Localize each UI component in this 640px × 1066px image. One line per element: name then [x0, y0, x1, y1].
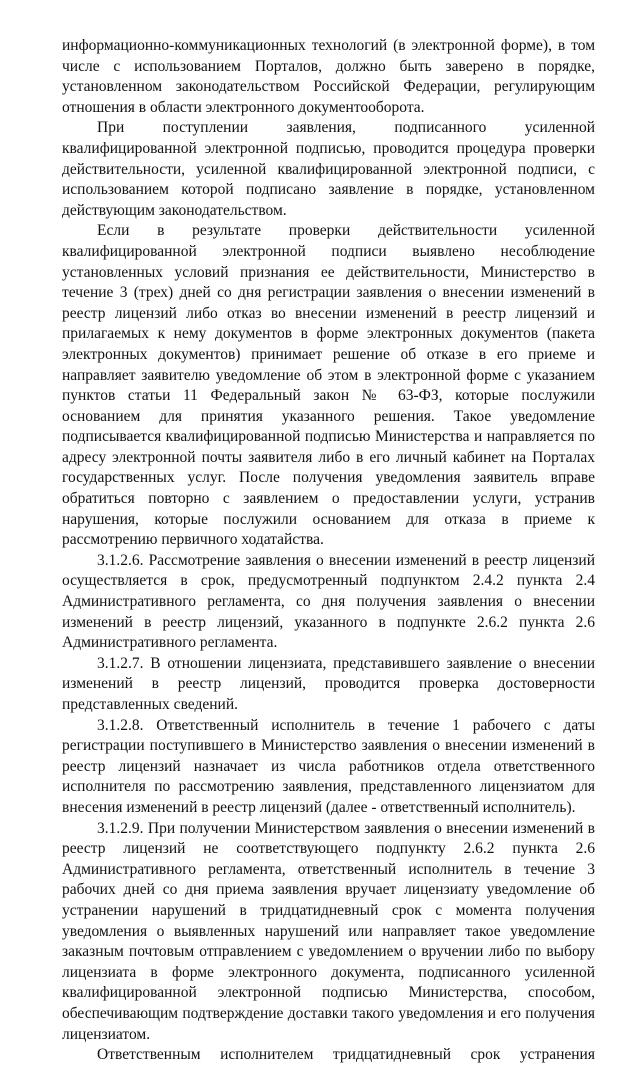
- document-page: [62, 36, 595, 1066]
- paragraph-continued: информационно-коммуникационных технологий (в электронной форме), в том числе с использованием Порталов, должно быть заверено в порядке, установленном законодательством Российской Федерации, регулирующим отношения в области электронного документооборота.: [62, 37, 595, 116]
- paragraph-signature-check: При поступлении заявления, подписанного усиленной квалифицированной электронной подписью, проводится процедура проверки действительности, усиленной квалифицированной электронной подписи, с использованием которой подписано заявление в порядке, установленном действующим законодательством.: [62, 119, 595, 219]
- paragraph-3-1-2-8: 3.1.2.8. Ответственный исполнитель в течение 1 рабочего с даты регистрации поступившего в Министерство заявления о внесении изменений в реестр лицензий назначает из числа работников отдела ответственного исполнителя по рассмотрению заявления, представленного лицензиатом для внесения изменений в реестр лицензий (далее - ответственный исполнитель).: [62, 716, 595, 816]
- paragraph-signature-invalid: Если в результате проверки действительности усиленной квалифицированной электронной подписи выявлено несоблюдение установленных условий признания ее действительности, Министерство в течение 3 (трех) дней со дня регистрации заявления о внесении изменений в реестр лицензий либо отказ во внесении изменений в реестр лицензий и прилагаемых к нему документов в форме электронных документов (пакета электронных документов) принимает решение об отказе в его приеме и направляет заявителю уведомление об этом в электронной форме с указанием пунктов статьи 11 Федеральный закон № 63-ФЗ, которые послужили основанием для принятия указанного решения. Такое уведомление подписывается квалифицированной подписью Министерства и направляется по адресу электронной почты заявителя либо в его личный кабинет на Порталах государственных услуг. После получения уведомления заявитель вправе обратиться повторно с заявлением о предоставлении услуги, устранив нарушения, которые послужили основанием для отказа в приеме к рассмотрению первичного ходатайства.: [62, 222, 595, 549]
- paragraph-continues-next-page: Ответственным исполнителем тридцатидневный срок устранения: [97, 1046, 595, 1064]
- paragraph-3-1-2-7: 3.1.2.7. В отношении лицензиата, представившего заявление о внесении изменений в реестр лицензий, проводится проверка достоверности представленных сведений.: [62, 654, 595, 713]
- paragraph-3-1-2-6: 3.1.2.6. Рассмотрение заявления о внесении изменений в реестр лицензий осуществляется в срок, предусмотренный подпунктом 2.4.2 пункта 2.4 Административного регламента, со дня получения заявления о внесении изменений в реестр лицензий, указанного в подпункте 2.6.2 пункта 2.6 Административного регламента.: [62, 551, 595, 652]
- paragraph-3-1-2-9: 3.1.2.9. При получении Министерством заявления о внесении изменений в реестр лицензий не соответствующего подпункту 2.6.2 пункта 2.6 Административного регламента, ответственный исполнитель в течение 3 рабочих дней со дня приема заявления вручает лицензиату уведомление об устранении нарушений в тридцатидневный срок с момента получения уведомления о выявленных нарушений или направляет такое уведомление заказным почтовым отправлением с уведомлением о вручении либо по выбору лицензиата в форме электронного документа, подписанного усиленной квалифицированной электронной подписью Министерства, способом, обеспечивающим подтверждение доставки такого уведомления и его получения лицензиатом.: [62, 819, 595, 1043]
